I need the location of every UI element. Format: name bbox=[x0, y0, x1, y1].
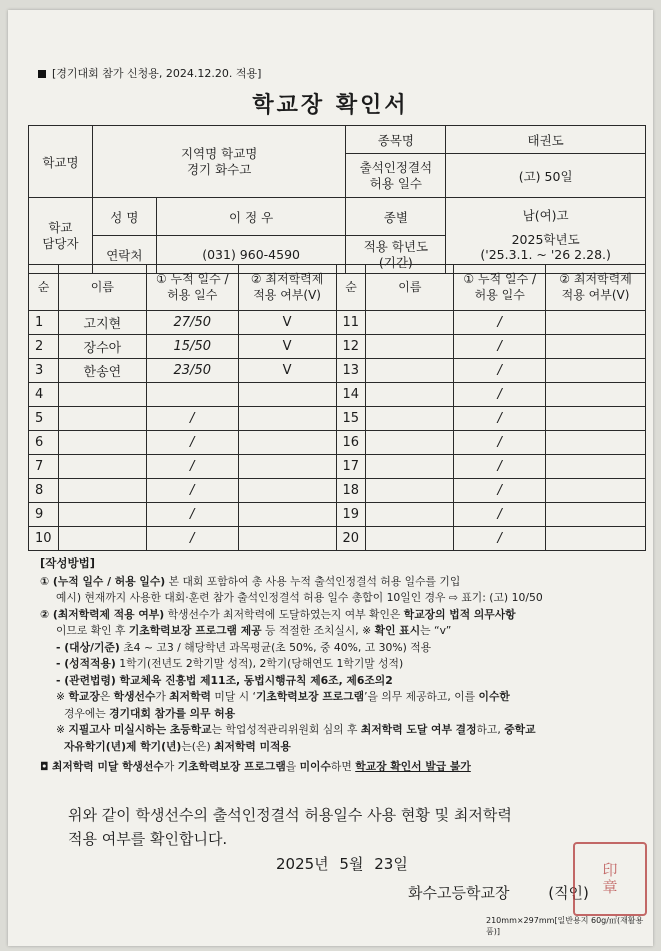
cell-no: 17 bbox=[336, 455, 366, 479]
table-row bbox=[29, 335, 646, 359]
method-line: ※ 지필고사 미실시하는 초등학교는 학업성적관리위원회 심의 후 최저학력 도달 여부 결정하고, 중학교 bbox=[56, 723, 536, 736]
cell-days: / bbox=[454, 335, 546, 359]
cell-name bbox=[58, 527, 146, 551]
cell-name bbox=[366, 431, 454, 455]
table-row bbox=[29, 383, 646, 407]
cell-min bbox=[238, 527, 336, 551]
method-line: 경우에는 경기대회 참가를 의무 허용 bbox=[64, 706, 236, 720]
table-row bbox=[29, 479, 646, 503]
cell-min bbox=[546, 407, 646, 431]
sport-label: 종목명 bbox=[346, 126, 446, 154]
official-seal-stamp bbox=[573, 842, 647, 916]
method-line: 이므로 확인 후 기초학력보장 프로그램 제공 등 적절한 조치실시, ※ 확인 표시는 “v” bbox=[56, 624, 452, 637]
table-row bbox=[29, 311, 646, 335]
name-value: 이 정 우 bbox=[156, 198, 346, 236]
black-square-icon bbox=[38, 70, 46, 78]
cell-min bbox=[546, 527, 646, 551]
cell-name bbox=[58, 431, 146, 455]
method-line: - (대상/기준) 초4 ~ 고3 / 해당학년 과목평균(초 50%, 중 40%, 고 30%) 적용 bbox=[56, 640, 432, 654]
cell-no: 6 bbox=[29, 431, 59, 455]
document-title: 학교장 확인서 bbox=[252, 93, 409, 118]
cell-days: / bbox=[146, 407, 238, 431]
cell-name bbox=[366, 479, 454, 503]
cell-days bbox=[146, 383, 238, 407]
cell-name bbox=[58, 503, 146, 527]
issue-date: 2025년 5월 23일 bbox=[276, 855, 408, 873]
cell-name bbox=[58, 383, 146, 407]
header-no: 순 bbox=[336, 265, 366, 311]
cell-days: / bbox=[146, 455, 238, 479]
category-label: 종별 bbox=[346, 198, 446, 236]
cell-name bbox=[58, 479, 146, 503]
cell-min bbox=[546, 431, 646, 455]
cell-name bbox=[366, 527, 454, 551]
cell-no: 18 bbox=[336, 479, 366, 503]
header-days: ① 누적 일수 / 허용 일수 bbox=[146, 265, 238, 311]
method-line: 예시) 현재까지 사용한 대회·훈련 참가 출석인정결석 허용 일수 총합이 10일인 경우 ⇨ 표기: (고) 10/50 bbox=[56, 591, 543, 604]
method-line: - (관련법령) 학교체육 진흥법 제11조, 동법시행규칙 제6조, 제6조의2 bbox=[56, 673, 393, 687]
cell-name bbox=[366, 503, 454, 527]
document-sheet bbox=[8, 10, 653, 946]
cell-days: / bbox=[454, 407, 546, 431]
attendance-label: 출석인정결석 허용 일수 bbox=[346, 154, 446, 198]
cell-min bbox=[238, 407, 336, 431]
cell-no: 14 bbox=[336, 383, 366, 407]
cell-days: 27/50 bbox=[146, 311, 238, 335]
cell-no: 15 bbox=[336, 407, 366, 431]
cell-min bbox=[238, 431, 336, 455]
cell-min bbox=[546, 455, 646, 479]
cell-days: 15/50 bbox=[146, 335, 238, 359]
school-label: 학교명 bbox=[29, 126, 93, 198]
cell-days: / bbox=[454, 311, 546, 335]
method-line: ② (최저학력제 적용 여부) 학생선수가 최저학력에 도달하였는지 여부 확인은 학교장의 법적 의무사항 bbox=[40, 607, 516, 621]
contact-value: (031) 960-4590 bbox=[156, 236, 346, 274]
cell-min bbox=[546, 311, 646, 335]
school-info-table bbox=[28, 125, 646, 274]
header-min: ② 최저학력제 적용 여부(V) bbox=[546, 265, 646, 311]
cell-days: 23/50 bbox=[146, 359, 238, 383]
cell-name bbox=[366, 455, 454, 479]
paper-spec: 210mm×297mm[일반용지 60g/㎡(재활용품)] bbox=[486, 916, 644, 936]
cell-min: V bbox=[238, 359, 336, 383]
cell-min bbox=[238, 383, 336, 407]
cell-days: / bbox=[454, 479, 546, 503]
confirmation-text: 위와 같이 학생선수의 출석인정결석 허용일수 사용 현황 및 최저학력 적용 여부를 확인합니다. bbox=[68, 806, 512, 848]
cell-days: / bbox=[146, 527, 238, 551]
cell-min bbox=[546, 359, 646, 383]
cell-days: / bbox=[454, 383, 546, 407]
method-line: - (성적적용) 1학기(전년도 2학기말 성적), 2학기(당해연도 1학기말 성적) bbox=[56, 657, 404, 670]
form-note: [경기대회 참가 신청용, 2024.12.20. 적용] bbox=[38, 65, 261, 81]
table-row bbox=[29, 359, 646, 383]
header-days: ① 누적 일수 / 허용 일수 bbox=[454, 265, 546, 311]
cell-days: / bbox=[454, 359, 546, 383]
cell-days: / bbox=[146, 479, 238, 503]
cell-name: 장수아 bbox=[58, 335, 146, 359]
principal-signature: 화수고등학교장 (직인) bbox=[408, 884, 589, 902]
school-value: 지역명 학교명 경기 화수고 bbox=[92, 126, 346, 198]
table-row bbox=[29, 455, 646, 479]
cell-no: 20 bbox=[336, 527, 366, 551]
cell-no: 1 bbox=[29, 311, 59, 335]
method-heading: [작성방법] bbox=[40, 556, 95, 570]
cell-name bbox=[366, 311, 454, 335]
seal-icon: 印 章 bbox=[602, 861, 618, 896]
cell-min bbox=[546, 335, 646, 359]
cell-no: 12 bbox=[336, 335, 366, 359]
cell-days: / bbox=[454, 455, 546, 479]
header-no: 순 bbox=[29, 265, 59, 311]
cell-name: 고지현 bbox=[58, 311, 146, 335]
method-line: ◘ 최저학력 미달 학생선수가 기초학력보장 프로그램을 미이수하면 학교장 확인서 발급 불가 bbox=[40, 760, 471, 773]
method-line: ① (누적 일수 / 허용 일수) 본 대회 포함하여 총 사용 누적 출석인정결석 허용 일수를 기입 bbox=[40, 574, 461, 588]
cell-no: 5 bbox=[29, 407, 59, 431]
cell-name bbox=[366, 359, 454, 383]
header-name: 이름 bbox=[366, 265, 454, 311]
category-year-value: 남(여)고 2025학년도 ('25.3.1. ~ '26 2.28.) bbox=[446, 198, 646, 274]
manager-label: 학교 담당자 bbox=[29, 198, 93, 274]
cell-no: 16 bbox=[336, 431, 366, 455]
cell-min bbox=[546, 383, 646, 407]
cell-min bbox=[546, 503, 646, 527]
name-label: 성 명 bbox=[92, 198, 156, 236]
cell-no: 4 bbox=[29, 383, 59, 407]
year-label: 적용 학년도 (기간) bbox=[346, 236, 446, 274]
cell-name bbox=[366, 407, 454, 431]
table-row bbox=[29, 431, 646, 455]
cell-no: 13 bbox=[336, 359, 366, 383]
table-row bbox=[29, 407, 646, 431]
cell-days: / bbox=[454, 503, 546, 527]
contact-label: 연락처 bbox=[92, 236, 156, 274]
method-line: 자유학기(년)제 학기(년)는(은) 최저학력 미적용 bbox=[64, 739, 291, 753]
student-list-table bbox=[28, 264, 646, 551]
cell-days: / bbox=[454, 527, 546, 551]
header-min: ② 최저학력제 적용 여부(V) bbox=[238, 265, 336, 311]
cell-name bbox=[366, 335, 454, 359]
cell-name bbox=[366, 383, 454, 407]
cell-min: V bbox=[238, 311, 336, 335]
cell-min bbox=[546, 479, 646, 503]
cell-min bbox=[238, 479, 336, 503]
method-line: ※ 학교장은 학생선수가 최저학력 미달 시 ‘기초학력보장 프로그램’을 의무 제공하고, 이를 이수한 bbox=[56, 690, 510, 703]
cell-days: / bbox=[146, 431, 238, 455]
cell-min bbox=[238, 455, 336, 479]
cell-days: / bbox=[146, 503, 238, 527]
cell-no: 10 bbox=[29, 527, 59, 551]
cell-name bbox=[58, 455, 146, 479]
cell-name bbox=[58, 407, 146, 431]
cell-min bbox=[238, 503, 336, 527]
cell-no: 9 bbox=[29, 503, 59, 527]
attendance-value: (고) 50일 bbox=[446, 154, 646, 198]
writing-method bbox=[40, 555, 640, 776]
table-row bbox=[29, 527, 646, 551]
cell-no: 11 bbox=[336, 311, 366, 335]
table-header-row bbox=[29, 265, 646, 311]
cell-min: V bbox=[238, 335, 336, 359]
cell-no: 7 bbox=[29, 455, 59, 479]
cell-name: 한송연 bbox=[58, 359, 146, 383]
header-name: 이름 bbox=[58, 265, 146, 311]
cell-no: 3 bbox=[29, 359, 59, 383]
sport-value: 태권도 bbox=[446, 126, 646, 154]
cell-days: / bbox=[454, 431, 546, 455]
table-row bbox=[29, 503, 646, 527]
cell-no: 19 bbox=[336, 503, 366, 527]
cell-no: 8 bbox=[29, 479, 59, 503]
cell-no: 2 bbox=[29, 335, 59, 359]
